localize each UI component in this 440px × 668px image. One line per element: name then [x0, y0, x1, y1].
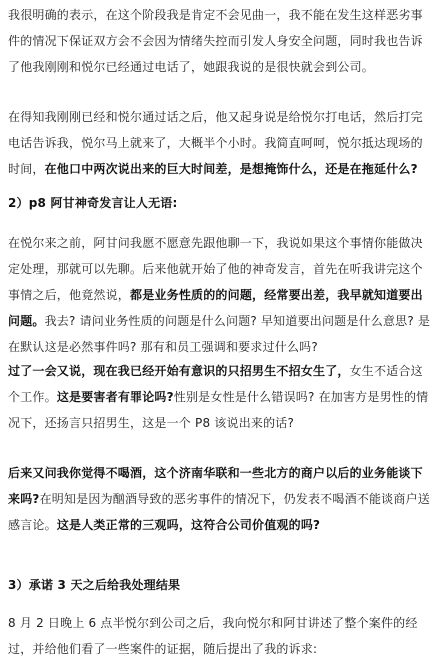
paragraph-5-bold-2: 这是人类正常的三观吗，这符合公司价值观的吗?: [56, 518, 321, 532]
section-heading-3-text: 3）承诺 3 天之后给我处理结果: [8, 578, 181, 592]
paragraph-4-bold: 过了一会又说，现在我已经开始有意识的只招男生不招女生了，: [8, 364, 350, 378]
paragraph-2-text: 在得知我刚刚已经和悦尔通过话之后，他又起身说是给悦尔打电话，然后打完电话告诉我，悦尔马上就来了，大概半个小时。我简直呵呵，悦尔抵达现场的时间，: [8, 110, 423, 176]
paragraph-5-text: 在明知是因为酗酒导致的恶劣事件的情况下，仍发表不喝酒不能谈商户送感言论。: [8, 492, 430, 532]
paragraph-6-text: 8 月 2 日晚上 6 点半悦尔到公司之后，我向悦尔和阿甘讲述了整个案件的经过，并给他们看了一些案件的证据，随后提出了我的诉求:: [8, 616, 418, 656]
paragraph-5: [8, 460, 434, 538]
paragraph-2: [8, 104, 434, 182]
paragraph-3-tail: 我去? 请问业务性质的问题是什么问题? 早知道要出问题是什么意思? 是在默认这是必然事件吗? 那有和员工强调和要求过什么吗?: [8, 314, 431, 354]
paragraph-6: [8, 610, 434, 662]
paragraph-4-text: 女生不适合这个工作。: [8, 364, 423, 404]
paragraph-3-bold: 都是业务性质的的问题，经常要出差，我早就知道要出问题。: [8, 288, 423, 328]
paragraph-4-bold-2: 这是要害者有罪论吗?: [56, 390, 174, 404]
section-heading-2: [8, 190, 434, 216]
section-heading-3: [8, 572, 434, 598]
paragraph-3: [8, 230, 434, 360]
paragraph-2-bold: 在他口中两次说出来的巨大时间差，是想掩饰什么，还是在拖延什么?: [44, 162, 418, 176]
paragraph-4-tail: 性别是女性是什么错误吗? 在加害方是男性的情况下，还扬言只招男生，这是一个 P8 该说出来的话?: [8, 390, 429, 430]
paragraph-4: [8, 358, 434, 436]
paragraph-1-text: 我很明确的表示，在这个阶段我是肯定不会见曲一，我不能在发生这样恶劣事件的情况下保证双方会不会因为情绪失控而引发人身安全问题，同时我也告诉了他我刚刚和悦尔已经通过电话了，她跟我说的是很快就会到公司。: [8, 8, 423, 74]
paragraph-3-text: 在悦尔来之前，阿甘问我愿不愿意先跟他聊一下，我说如果这个事情你能做决定处理，那就可以先聊。后来他就开始了他的神奇发言，首先在听我讲完这个事情之后，他竟然说，: [8, 236, 423, 302]
paragraph-5-bold: 后来又问我你觉得不喝酒，这个济南华联和一些北方的商户以后的业务能谈下来吗?: [8, 466, 423, 506]
section-heading-2-text: 2）p8 阿甘神奇发言让人无语:: [8, 196, 178, 210]
paragraph-1: [8, 2, 434, 80]
